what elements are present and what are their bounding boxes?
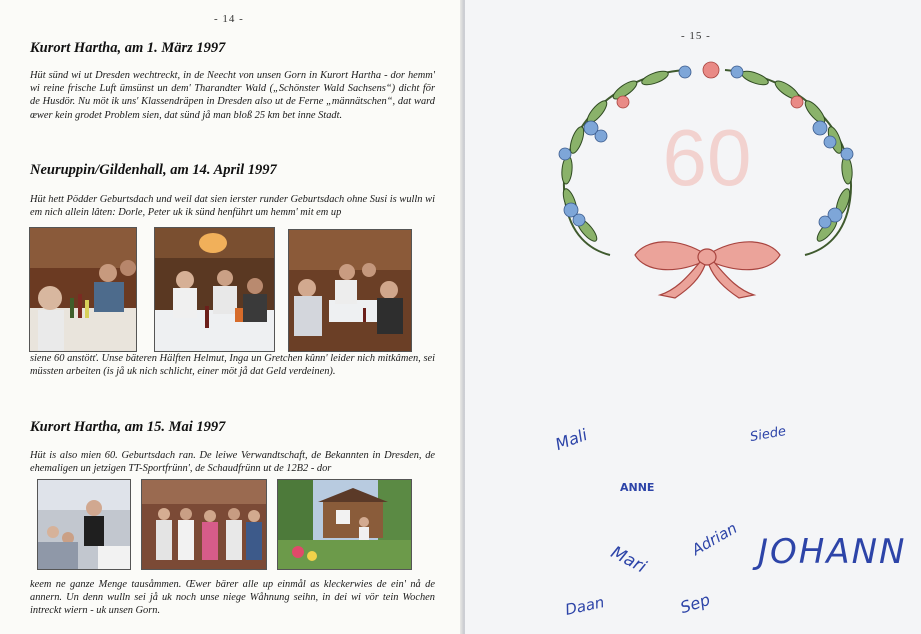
big-number-60: 60 — [662, 113, 752, 202]
signature-mali: Mali — [552, 425, 590, 454]
page-number-left: - 14 - — [214, 13, 244, 25]
section-text-3: Hüt is also mien 60. Geburtsdach ran. De leiwe Verwandtschaft, de Bekannten in Dresden, de ehemaligen un jetzigen TT-Sportfrünn', de Schaudfrünn ut de 12B2 - dor — [30, 450, 435, 475]
signature-johann: JOHANN — [758, 532, 907, 572]
photo-party-guests-1 — [37, 479, 131, 570]
section-heading-3: Kurort Hartha, am 15. Mai 1997 — [30, 419, 226, 435]
section-text-2-continued: siene 60 anstötť. Unse bäteren Hälften Helmut, Inga un Gretchen kûnn' leider nich mitkâmen, sei müssten arbeiten (is jå uk nich schlicht, einer möt jå dat Geld verdeinen). — [30, 353, 435, 378]
signature-mari: Mari — [607, 542, 650, 578]
right-page — [465, 0, 921, 634]
photo-birthday-table-2 — [154, 227, 275, 352]
photo-birthday-table-3 — [288, 229, 412, 352]
photo-birthday-table-1 — [29, 227, 137, 352]
section-text-3-continued: keem ne ganze Menge tausåmmen. Œwer bärer alle up einmål as kleckerwies de ein' nå de annern. Un denn wulln sei jå uk noch unse niege Wåhnung seihn, in dei wi vör tein Wochen intreckt wiern - uk unsen Gorn. — [30, 579, 435, 617]
page-number-right: - 15 - — [681, 30, 711, 42]
signature-adrian: Adrian — [688, 518, 741, 560]
signature-anne: ANNE — [620, 481, 655, 494]
section-heading-1: Kurort Hartha, am 1. März 1997 — [30, 40, 226, 56]
section-text-1: Hüt sünd wi ut Dresden wechtreckt, in de Neecht von unsen Gorn in Kurort Hartha - dor hemm' wi reine frische Luft ümsünst un dem' Tharandter Wald („Schönster Wald Sachsens“) dicht för de Husdör. Nu möt ik uns' Klassendräpen in Dresden also ut de Ferne „männätschen“, dat ward œwer kein grodet Problem sien, dat sünd jå man bloß 25 km bet inne Stadt. — [30, 70, 435, 121]
signature-siede: Siede — [748, 423, 788, 446]
signature-sep: Sep — [677, 589, 713, 618]
photo-party-guests-2 — [141, 479, 267, 570]
floral-wreath-icon — [535, 50, 881, 300]
signature-daan: Daan — [563, 593, 606, 619]
section-text-2: Hüt hett Pödder Geburtsdach und weil dat sien ierster runder Geburtsdach ohne Susi is wulln wi em nich allein lâten: Dorle, Peter uk ik sünd henführt um hemm' mit em up — [30, 194, 435, 219]
section-heading-2: Neuruppin/Gildenhall, am 14. April 1997 — [30, 162, 277, 178]
photo-garden-house — [277, 479, 412, 570]
